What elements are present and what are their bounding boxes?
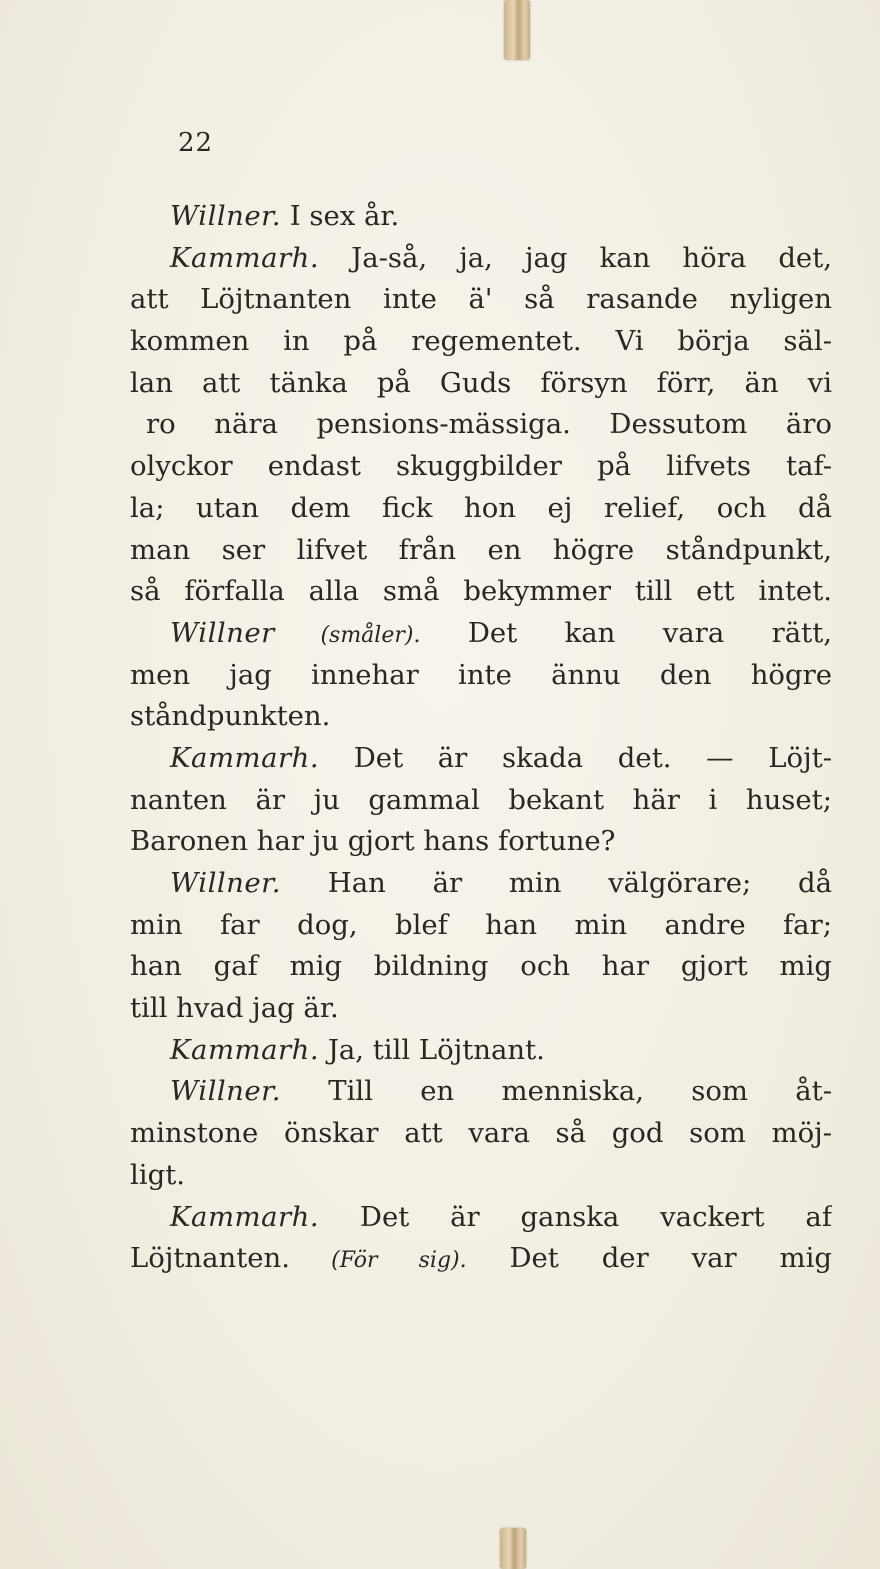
- speaker-name: Willner.: [170, 1075, 282, 1108]
- speaker-name: Willner: [170, 616, 275, 649]
- line-text: I sex år.: [281, 200, 400, 232]
- text-line: [130, 1071, 832, 1113]
- text-line: så förfalla alla små bekymmer till ett intet.: [130, 575, 832, 608]
- text-line: ro nära pensions-mässiga. Dessutom äro: [146, 408, 832, 441]
- stage-direction: (För sig).: [290, 1248, 467, 1274]
- text-line: min far dog, blef han min andre far;: [130, 908, 832, 941]
- binding-thread-bottom: [500, 1528, 526, 1569]
- speaker-name: Kammarh.: [170, 1033, 320, 1066]
- text-line: ligt.: [130, 1158, 185, 1191]
- text-line: man ser lifvet från en högre ståndpunkt,: [130, 533, 832, 566]
- text-line: [130, 1197, 832, 1239]
- text-line: till hvad jag är.: [130, 992, 339, 1025]
- text-line: [130, 1238, 832, 1280]
- speaker-name: Kammarh.: [170, 241, 320, 274]
- text-line: [130, 613, 832, 655]
- text-block: [130, 196, 832, 1280]
- text-line: [130, 1030, 832, 1072]
- line-text: Det der var mig: [466, 1242, 832, 1275]
- text-line: han gaf mig bildning och har gjort mig: [130, 950, 832, 983]
- text-line: men jag innehar inte ännu den högre: [130, 658, 832, 691]
- text-line: olyckor endast skuggbilder på lifvets taf-: [130, 450, 832, 483]
- text-line: nanten är ju gammal bekant här i huset;: [130, 783, 832, 816]
- line-text: Löjtnanten.: [130, 1242, 290, 1275]
- text-line: Baronen har ju gjort hans fortune?: [130, 825, 616, 858]
- line-text: Det kan vara rätt,: [420, 616, 832, 649]
- line-text: Det är skada det. — Löjt-: [319, 741, 832, 774]
- text-line: lan att tänka på Guds försyn förr, än vi: [130, 366, 832, 399]
- text-line: minstone önskar att vara så god som möj-: [130, 1117, 832, 1150]
- stage-direction: (småler).: [274, 622, 421, 648]
- speaker-name: Willner.: [170, 867, 282, 899]
- binding-thread-top: [504, 0, 530, 60]
- text-line: kommen in på regementet. Vi börja säl-: [130, 325, 832, 358]
- line-text: Ja, till Löjtnant.: [319, 1033, 545, 1066]
- speaker-name: Kammarh.: [170, 1200, 320, 1233]
- line-text: Ja-så, ja, jag kan höra det,: [319, 241, 832, 274]
- line-text: Han är min välgörare; då: [281, 867, 832, 899]
- text-line: [130, 196, 832, 238]
- text-line: la; utan dem fick hon ej relief, och då: [130, 491, 832, 524]
- line-text: Det är ganska vackert af: [319, 1200, 832, 1233]
- text-line: [130, 238, 832, 280]
- speaker-name: Kammarh.: [170, 741, 320, 774]
- text-line: [130, 738, 832, 780]
- page-number: 22: [178, 128, 214, 158]
- text-line: ståndpunkten.: [130, 700, 331, 733]
- line-text: Till en menniska, som åt-: [281, 1075, 832, 1108]
- text-line: [130, 863, 832, 905]
- text-line: att Löjtnanten inte ä' så rasande nyligen: [130, 283, 832, 316]
- speaker-name: Willner.: [170, 200, 282, 232]
